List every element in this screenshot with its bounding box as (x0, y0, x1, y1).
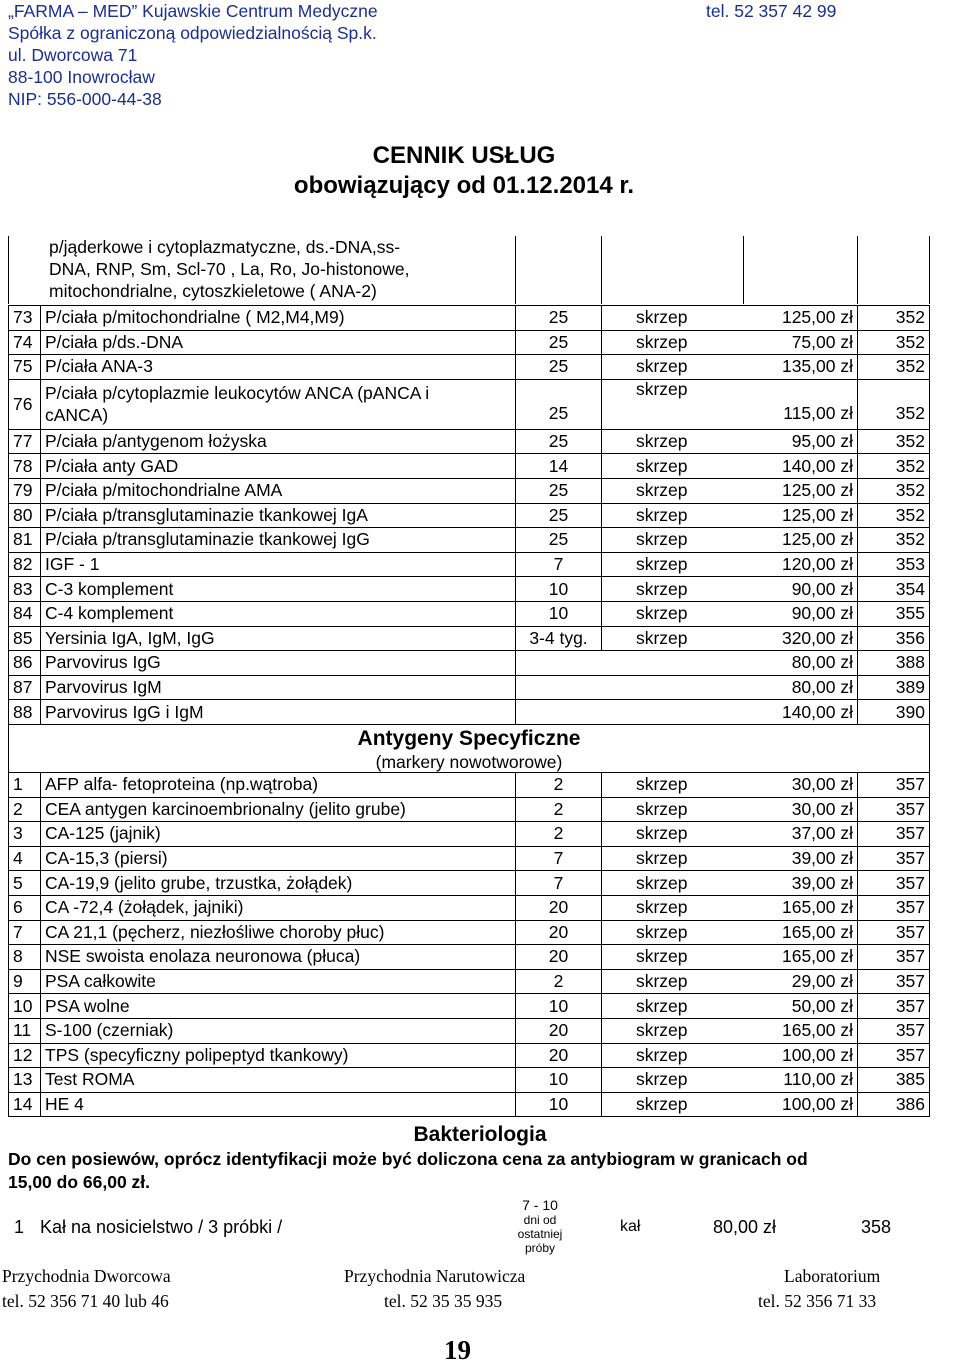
turnaround-days: 10 (516, 601, 602, 626)
sample-material: skrzep (602, 1043, 692, 1068)
code: 352 (858, 503, 930, 528)
continuation-line: mitochondrialne, cytoszkieletowe ( ANA-2) (49, 281, 377, 301)
row-number: 84 (9, 601, 41, 626)
row-number: 76 (9, 379, 41, 429)
row-number: 82 (9, 552, 41, 577)
code: 388 (858, 651, 930, 676)
row-number: 75 (9, 355, 41, 380)
table-row (9, 429, 930, 454)
code: 389 (858, 675, 930, 700)
footer-branch-name: Laboratorium (784, 1266, 881, 1286)
table-row (9, 478, 930, 503)
row-number: 5 (9, 871, 41, 896)
code: 357 (858, 994, 930, 1019)
sample-material: skrzep (602, 945, 692, 970)
test-name: Parvovirus IgG (41, 651, 516, 676)
table-row (9, 1092, 930, 1117)
test-name: CA 21,1 (pęcherz, niezłośliwe choroby płuc) (41, 920, 516, 945)
code: 352 (858, 478, 930, 503)
test-name: C-3 komplement (41, 577, 516, 602)
table-row (9, 846, 930, 871)
sample-material: skrzep (602, 846, 692, 871)
table-row (9, 552, 930, 577)
antigens-subtitle: (markery nowotworowe) (375, 752, 563, 772)
sample-material: skrzep (602, 379, 692, 429)
row-number: 78 (9, 454, 41, 479)
turnaround-days: 2 (516, 773, 602, 798)
test-name: P/ciała p/transglutaminazie tkankowej IgA (41, 503, 516, 528)
sample-material: skrzep (602, 1018, 692, 1043)
row-number: 8 (9, 945, 41, 970)
table-row (9, 651, 930, 676)
table-row (9, 822, 930, 847)
code: 357 (858, 773, 930, 798)
table-row (9, 330, 930, 355)
antigens-section-header (8, 725, 930, 772)
table-row (9, 945, 930, 970)
sample-material: skrzep (602, 503, 692, 528)
turnaround-days: 10 (516, 577, 602, 602)
row-number: 6 (9, 895, 41, 920)
row-number: 9 (9, 969, 41, 994)
continuation-line: p/jąderkowe i cytoplazmatyczne, ds.-DNA,ss- (49, 237, 401, 257)
price: 50,00 zł (692, 994, 858, 1019)
footer-branch-name: Przychodnia Dworcowa (2, 1266, 171, 1286)
table-row (9, 577, 930, 602)
code: 352 (858, 379, 930, 429)
row-number: 83 (9, 577, 41, 602)
bacteriology-title: Bakteriologia (413, 1123, 547, 1146)
row-number: 73 (9, 306, 41, 331)
test-name (41, 379, 516, 429)
turnaround-days: 10 (516, 994, 602, 1019)
code: 357 (858, 1043, 930, 1068)
sample-material: skrzep (602, 330, 692, 355)
turnaround-days: 14 (516, 454, 602, 479)
price: 80,00 zł (692, 675, 858, 700)
test-name: S-100 (czerniak) (41, 1018, 516, 1043)
row-number: 87 (9, 675, 41, 700)
code: 353 (858, 552, 930, 577)
sample-material: skrzep (602, 994, 692, 1019)
turnaround-days: 20 (516, 945, 602, 970)
row-number: 2 (9, 797, 41, 822)
turnaround-days: 20 (516, 895, 602, 920)
sample-material: skrzep (602, 355, 692, 380)
company-name: „FARMA – MED” Kujawskie Centrum Medyczne (8, 1, 378, 21)
test-name-line: cANCA) (45, 405, 109, 426)
price: 320,00 zł (692, 626, 858, 651)
price: 100,00 zł (692, 1043, 858, 1068)
sample-material: skrzep (602, 454, 692, 479)
table-row (9, 773, 930, 798)
table-row (9, 920, 930, 945)
test-name: CA-19,9 (jelito grube, trzustka, żołądek) (41, 871, 516, 896)
turnaround-days: 10 (516, 1068, 602, 1093)
table-row (9, 503, 930, 528)
continuation-line: DNA, RNP, Sm, Scl-70 , La, Ro, Jo-histonowe, (49, 259, 410, 279)
sample-material: skrzep (602, 969, 692, 994)
row-number: 13 (9, 1068, 41, 1093)
days-line: dni od (523, 1213, 557, 1227)
page-subtitle: obowiązujący od 01.12.2014 r. (293, 172, 635, 199)
table-row (9, 1068, 930, 1093)
turnaround-days: 25 (516, 330, 602, 355)
test-name: Test ROMA (41, 1068, 516, 1093)
test-name: HE 4 (41, 1092, 516, 1117)
code: 357 (858, 871, 930, 896)
test-name-line: P/ciała p/cytoplazmie leukocytów ANCA (pANCA i (45, 383, 430, 404)
price: 80,00 zł (713, 1217, 777, 1237)
test-name: P/ciała p/mitochondrialne ( M2,M4,M9) (41, 306, 516, 331)
test-name: P/ciała p/transglutaminazie tkankowej IgG (41, 528, 516, 553)
price: 165,00 zł (692, 895, 858, 920)
code: 355 (858, 601, 930, 626)
code: 356 (858, 626, 930, 651)
test-name: CA-15,3 (piersi) (41, 846, 516, 871)
bacteriology-note: 15,00 do 66,00 zł. (8, 1172, 151, 1192)
price: 115,00 zł (692, 379, 858, 429)
table-row (9, 895, 930, 920)
price: 125,00 zł (692, 503, 858, 528)
row-number: 1 (9, 773, 41, 798)
turnaround-days: 25 (516, 379, 602, 429)
row-number: 86 (9, 651, 41, 676)
price: 95,00 zł (692, 429, 858, 454)
continuation-block (8, 236, 930, 304)
turnaround-days: 25 (516, 306, 602, 331)
price-table-antigens (8, 772, 930, 1117)
sample-material: skrzep (602, 895, 692, 920)
footer-branch-phone: tel. 52 35 35 935 (384, 1291, 503, 1311)
sample-material: skrzep (602, 773, 692, 798)
row-number: 12 (9, 1043, 41, 1068)
price: 110,00 zł (692, 1068, 858, 1093)
table-row (9, 601, 930, 626)
table-row (9, 797, 930, 822)
code: 386 (858, 1092, 930, 1117)
test-name: P/ciała p/mitochondrialne AMA (41, 478, 516, 503)
turnaround-days: 25 (516, 503, 602, 528)
table-row (9, 969, 930, 994)
test-name: Kał na nosicielstwo / 3 próbki / (40, 1217, 283, 1237)
company-legal-form: Spółka z ograniczoną odpowiedzialnością Sp.k. (8, 23, 377, 43)
table-row (9, 1043, 930, 1068)
test-name: IGF - 1 (41, 552, 516, 577)
price: 165,00 zł (692, 920, 858, 945)
table-row (9, 675, 930, 700)
sample-material: skrzep (602, 920, 692, 945)
row-number: 85 (9, 626, 41, 651)
row-number: 81 (9, 528, 41, 553)
row-number: 4 (9, 846, 41, 871)
test-name: C-4 komplement (41, 601, 516, 626)
price: 100,00 zł (692, 1092, 858, 1117)
sample-material: skrzep (602, 306, 692, 331)
sample-material: skrzep (602, 797, 692, 822)
bacteriology-row (8, 1197, 928, 1259)
code: 357 (858, 1018, 930, 1043)
test-name: PSA wolne (41, 994, 516, 1019)
sample-material: skrzep (602, 1068, 692, 1093)
test-name: Yersinia IgA, IgM, IgG (41, 626, 516, 651)
page-title: CENNIK USŁUG (372, 142, 556, 169)
price: 125,00 zł (692, 306, 858, 331)
row-number: 7 (9, 920, 41, 945)
days-line: 7 - 10 (522, 1197, 558, 1213)
code: 357 (858, 797, 930, 822)
price: 90,00 zł (692, 601, 858, 626)
row-number: 11 (9, 1018, 41, 1043)
row-number: 1 (14, 1217, 25, 1237)
turnaround-days: 25 (516, 528, 602, 553)
price: 90,00 zł (692, 577, 858, 602)
price: 30,00 zł (692, 797, 858, 822)
price-table-main (8, 305, 930, 725)
code: 354 (858, 577, 930, 602)
row-number: 10 (9, 994, 41, 1019)
row-number: 74 (9, 330, 41, 355)
price: 135,00 zł (692, 355, 858, 380)
sample-material: skrzep (602, 822, 692, 847)
table-row (9, 626, 930, 651)
code: 352 (858, 355, 930, 380)
sample-material: skrzep (602, 1092, 692, 1117)
turnaround-days: 7 (516, 846, 602, 871)
company-city: 88-100 Inowrocław (8, 67, 155, 87)
turnaround-days: 20 (516, 1043, 602, 1068)
page-number: 19 (444, 1335, 471, 1365)
price: 140,00 zł (692, 454, 858, 479)
code: 352 (858, 454, 930, 479)
turnaround-days: 20 (516, 920, 602, 945)
test-name: P/ciała ANA-3 (41, 355, 516, 380)
code: 385 (858, 1068, 930, 1093)
price: 120,00 zł (692, 552, 858, 577)
row-number: 79 (9, 478, 41, 503)
test-name: PSA całkowite (41, 969, 516, 994)
footer-branch-phone: tel. 52 356 71 40 lub 46 (2, 1291, 169, 1311)
price: 125,00 zł (692, 528, 858, 553)
table-row (9, 994, 930, 1019)
price: 30,00 zł (692, 773, 858, 798)
test-name: CA-125 (jajnik) (41, 822, 516, 847)
table-row (9, 528, 930, 553)
price: 165,00 zł (692, 1018, 858, 1043)
row-number: 80 (9, 503, 41, 528)
company-street: ul. Dworcowa 71 (8, 45, 138, 65)
table-row (9, 355, 930, 380)
days-line: ostatniej (517, 1227, 563, 1241)
turnaround-days: 3-4 tyg. (516, 626, 602, 651)
sample-material: skrzep (602, 429, 692, 454)
days-line: próby (524, 1241, 556, 1255)
footer-branch-name: Przychodnia Narutowicza (344, 1266, 526, 1286)
row-number: 88 (9, 700, 41, 725)
test-name: CEA antygen karcinoembrionalny (jelito grube) (41, 797, 516, 822)
code: 352 (858, 528, 930, 553)
sample-material: skrzep (602, 601, 692, 626)
test-name: NSE swoista enolaza neuronowa (płuca) (41, 945, 516, 970)
company-phone: tel. 52 357 42 99 (706, 1, 837, 21)
turnaround-days: 25 (516, 478, 602, 503)
row-number: 77 (9, 429, 41, 454)
sample-material: skrzep (602, 871, 692, 896)
test-name: Parvovirus IgM (41, 675, 516, 700)
code: 357 (858, 895, 930, 920)
code: 352 (858, 429, 930, 454)
price: 140,00 zł (692, 700, 858, 725)
turnaround-days: 2 (516, 969, 602, 994)
blank-cell (516, 675, 692, 700)
price: 80,00 zł (692, 651, 858, 676)
code: 358 (861, 1217, 892, 1237)
turnaround-days: 7 (516, 871, 602, 896)
blank-cell (516, 651, 692, 676)
price: 125,00 zł (692, 478, 858, 503)
turnaround-days: 25 (516, 429, 602, 454)
code: 357 (858, 945, 930, 970)
code: 357 (858, 822, 930, 847)
table-row (9, 379, 930, 429)
code: 357 (858, 969, 930, 994)
code: 357 (858, 846, 930, 871)
turnaround-days: 2 (516, 822, 602, 847)
turnaround-days (510, 1197, 570, 1255)
bacteriology-note: Do cen posiewów, oprócz identyfikacji może być doliczona cena za antybiogram w granicach od (8, 1149, 808, 1169)
sample-material: kał (620, 1218, 641, 1235)
price: 37,00 zł (692, 822, 858, 847)
footer-branch-phone: tel. 52 356 71 33 (758, 1291, 877, 1311)
sample-material: skrzep (602, 626, 692, 651)
test-name: Parvovirus IgG i IgM (41, 700, 516, 725)
antigens-title: Antygeny Specyficzne (357, 727, 581, 750)
code: 390 (858, 700, 930, 725)
test-name: CA -72,4 (żołądek, jajniki) (41, 895, 516, 920)
sample-material: skrzep (602, 478, 692, 503)
turnaround-days: 2 (516, 797, 602, 822)
row-number: 3 (9, 822, 41, 847)
turnaround-days: 7 (516, 552, 602, 577)
code: 352 (858, 306, 930, 331)
price: 39,00 zł (692, 871, 858, 896)
blank-cell (516, 700, 692, 725)
code: 357 (858, 920, 930, 945)
test-name: P/ciała p/antygenom łożyska (41, 429, 516, 454)
price: 165,00 zł (692, 945, 858, 970)
company-nip: NIP: 556-000-44-38 (8, 89, 162, 109)
test-name: TPS (specyficzny polipeptyd tkankowy) (41, 1043, 516, 1068)
test-name: P/ciała p/ds.-DNA (41, 330, 516, 355)
price: 75,00 zł (692, 330, 858, 355)
test-name: AFP alfa- fetoproteina (np.wątroba) (41, 773, 516, 798)
table-row (9, 306, 930, 331)
price: 39,00 zł (692, 846, 858, 871)
test-name: P/ciała anty GAD (41, 454, 516, 479)
sample-material: skrzep (602, 528, 692, 553)
turnaround-days: 20 (516, 1018, 602, 1043)
turnaround-days: 25 (516, 355, 602, 380)
row-number: 14 (9, 1092, 41, 1117)
table-row (9, 454, 930, 479)
sample-material: skrzep (602, 577, 692, 602)
table-row (9, 700, 930, 725)
table-row (9, 1018, 930, 1043)
table-row (9, 871, 930, 896)
turnaround-days: 10 (516, 1092, 602, 1117)
code: 352 (858, 330, 930, 355)
price: 29,00 zł (692, 969, 858, 994)
sample-material: skrzep (602, 552, 692, 577)
